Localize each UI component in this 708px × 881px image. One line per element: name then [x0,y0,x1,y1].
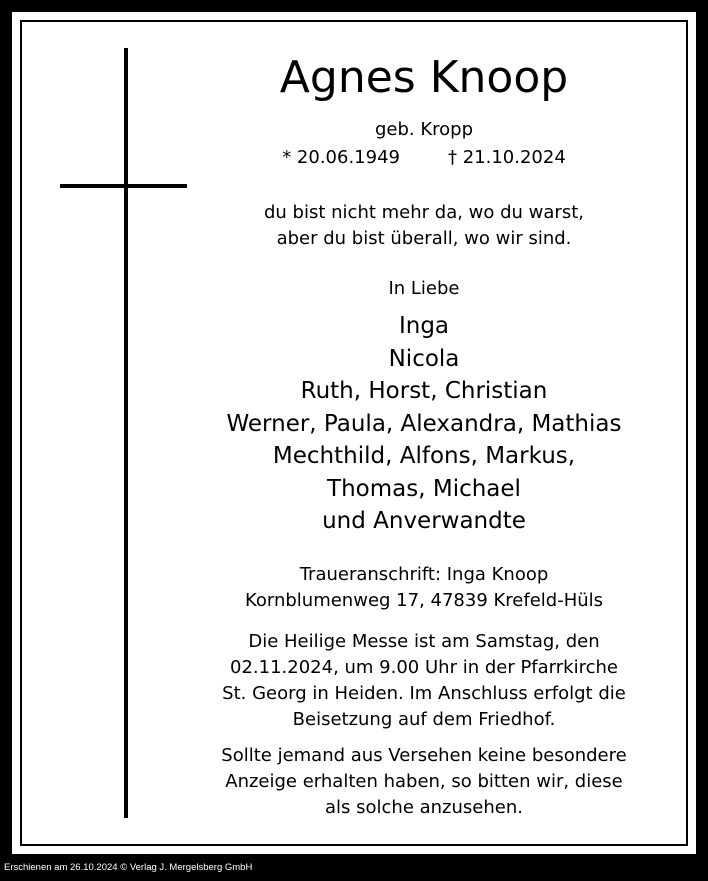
mass-info [208,629,640,733]
mourner-line: Werner, Paula, Alexandra, Mathias [226,410,622,437]
verse-line: aber du bist überall, wo wir sind. [276,228,572,249]
address-line: Kornblumenweg 17, 47839 Krefeld-Hüls [244,590,604,611]
mourner-line: und Anverwandte [322,508,526,534]
mourner-line: Thomas, Michael [327,475,521,502]
mourners-list [208,310,640,538]
mourner-line: Mechthild, Alfons, Markus, [272,443,576,469]
life-dates [208,146,640,170]
cross-icon [124,48,128,818]
death-date: † 21.10.2024 [448,147,566,168]
mass-line: St. Georg in Heiden. Im Anschluss erfolgt die [222,683,626,704]
closing-line: Sollte jemand aus Versehen keine besondere [221,745,627,766]
mourning-address [208,562,640,614]
birth-date: * 20.06.1949 [282,147,400,168]
closing-line: Anzeige erhalten haben, so bitten wir, diese [225,771,623,792]
closing-note [208,743,640,821]
cross-beam [60,184,187,188]
memorial-verse [208,200,640,252]
mass-line: Die Heilige Messe ist am Samstag, den [248,631,600,652]
mourner-line: Inga [398,313,450,339]
deceased-name: Agnes Knoop [279,52,569,103]
greeting: In Liebe [388,278,460,299]
birth-name: geb. Kropp [374,119,474,140]
publication-footer: Erschienen am 26.10.2024 © Verlag J. Mergelsberg GmbH [4,862,253,873]
closing-line: als solche anzusehen. [325,797,523,818]
address-line: Traueranschrift: Inga Knoop [299,564,549,585]
obituary-page [12,12,696,854]
mourner-line: Nicola [388,345,460,372]
mourner-line: Ruth, Horst, Christian [300,378,548,404]
verse-line: du bist nicht mehr da, wo du warst, [264,202,584,223]
mass-line: 02.11.2024, um 9.00 Uhr in der Pfarrkirche [230,657,618,678]
mass-line: Beisetzung auf dem Friedhof. [292,709,556,730]
